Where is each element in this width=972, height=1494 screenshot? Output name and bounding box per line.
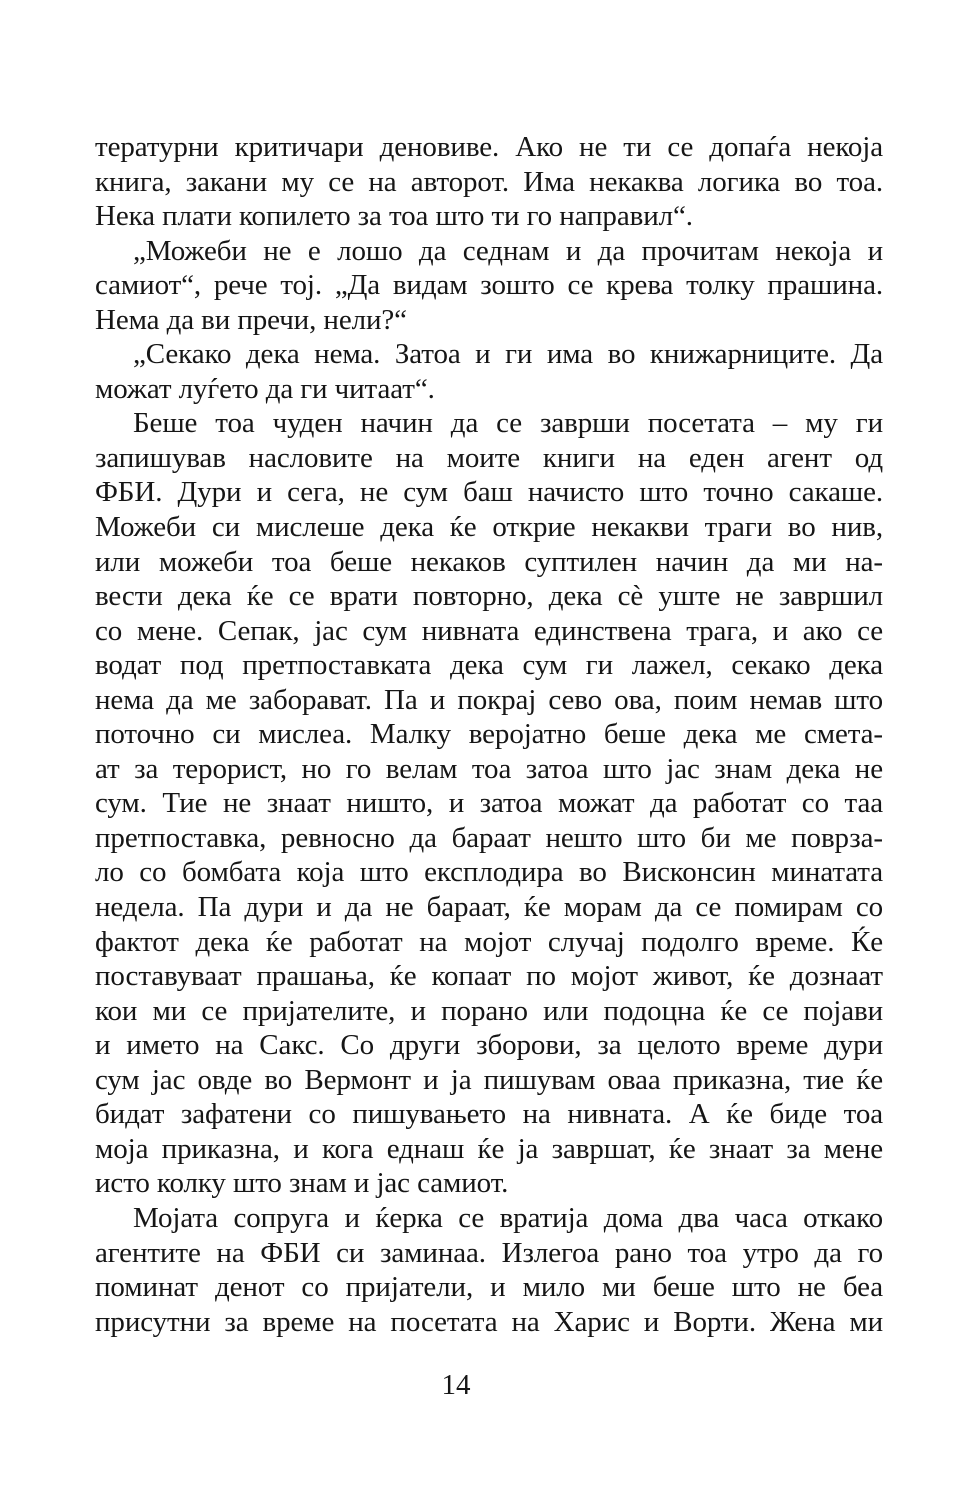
- paragraph: [95, 1201, 883, 1339]
- text-line: ло со бомбата која што експлодира во Висконсин минатата: [95, 856, 883, 889]
- text-line: нема да ме заборават. Па и покрај сево ова, поим немав што: [95, 683, 883, 716]
- text-line: тературни критичари деновиве. Ако не ти се допаѓа некоја: [95, 131, 883, 163]
- text-line: ат за терорист, но го велам тоа затоа што јас знам дека не: [95, 752, 883, 785]
- text-line: поточно си мислеа. Малку веројатно беше дека ме смета-: [95, 718, 883, 751]
- text-line: Нема да ви пречи, нели?“: [95, 303, 407, 336]
- paragraph: [95, 406, 883, 1201]
- text-line: запишував насловите на моите книги на еден агент од: [95, 441, 883, 474]
- text-line: кои ми се пријателите, и порано или подоцна ќе се појави: [95, 994, 883, 1027]
- text-line: присутни за време на посетата на Харис и Ворти. Жена ми: [95, 1305, 883, 1338]
- text-line: „Секако дека нема. Затоа и ги има во книжарниците. Да: [133, 338, 883, 371]
- text-line: поминат денот со пријатели, и мило ми беше што не беа: [95, 1271, 883, 1304]
- text-line: Можеби си мислеше дека ќе открие некакви траги во нив,: [95, 511, 883, 544]
- text-line: вести дека ќе се врати повторно, дека сè уште не завршил: [95, 580, 883, 613]
- text-line: сум јас овде во Вермонт и ја пишувам оваа приказна, тие ќе: [95, 1063, 883, 1096]
- text-line: недела. Па дури и да не бараат, ќе морам да се помирам со: [95, 891, 883, 924]
- paragraph: [95, 337, 883, 406]
- text-line: Нека плати копилето за тоа што ти го направил“.: [95, 200, 693, 233]
- text-line: бидат зафатени со пишувањето на нивната. А ќе биде тоа: [95, 1098, 883, 1131]
- text-line: исто колку што знам и јас самиот.: [95, 1167, 509, 1200]
- page-text: [95, 130, 883, 1339]
- text-line: со мене. Сепак, јас сум нивната единствена трага, и ако се: [95, 614, 883, 647]
- text-line: ФБИ. Дури и сега, не сум баш начисто што точно сакаше.: [95, 476, 883, 509]
- text-line: моја приказна, и кога еднаш ќе ја завршат, ќе знаат за мене: [95, 1132, 883, 1165]
- text-line: агентите на ФБИ си заминаа. Излегоа рано тоа утро да го: [95, 1236, 883, 1269]
- text-line: книга, закани му се на авторот. Има некаква логика во тоа.: [95, 165, 883, 198]
- page-number: 14: [441, 1369, 471, 1401]
- text-line: водат под претпоставката дека сум ги лажел, секако дека: [95, 649, 883, 682]
- paragraph: [95, 234, 883, 338]
- text-line: самиот“, рече тој. „Да видам зошто се крева толку прашина.: [95, 269, 883, 302]
- text-line: претпоставка, ревносно да бараат нешто што би ме поврза-: [95, 821, 883, 854]
- text-line: Беше тоа чуден начин да се заврши посетата – му ги: [133, 407, 883, 440]
- text-line: сум. Тие не знаат ништо, и затоа можат да работат со таа: [95, 787, 883, 820]
- text-line: „Можеби не е лошо да седнам и да прочитам некоја и: [133, 234, 883, 267]
- text-line: и името на Сакс. Со други зборови, за целото време дури: [95, 1029, 883, 1062]
- text-line: можат луѓето да ги читаат“.: [95, 372, 435, 405]
- text-line: фактот дека ќе работат на мојот случај подолго време. Ќе: [95, 925, 883, 958]
- paragraph: [95, 130, 883, 234]
- text-line: поставуваат прашања, ќе копаат по мојот живот, ќе дознаат: [95, 960, 883, 993]
- text-line: Мојата сопруга и ќерка се вратија дома два часа откако: [133, 1201, 883, 1234]
- text-line: или можеби тоа беше некаков суптилен начин да ми на-: [95, 545, 883, 578]
